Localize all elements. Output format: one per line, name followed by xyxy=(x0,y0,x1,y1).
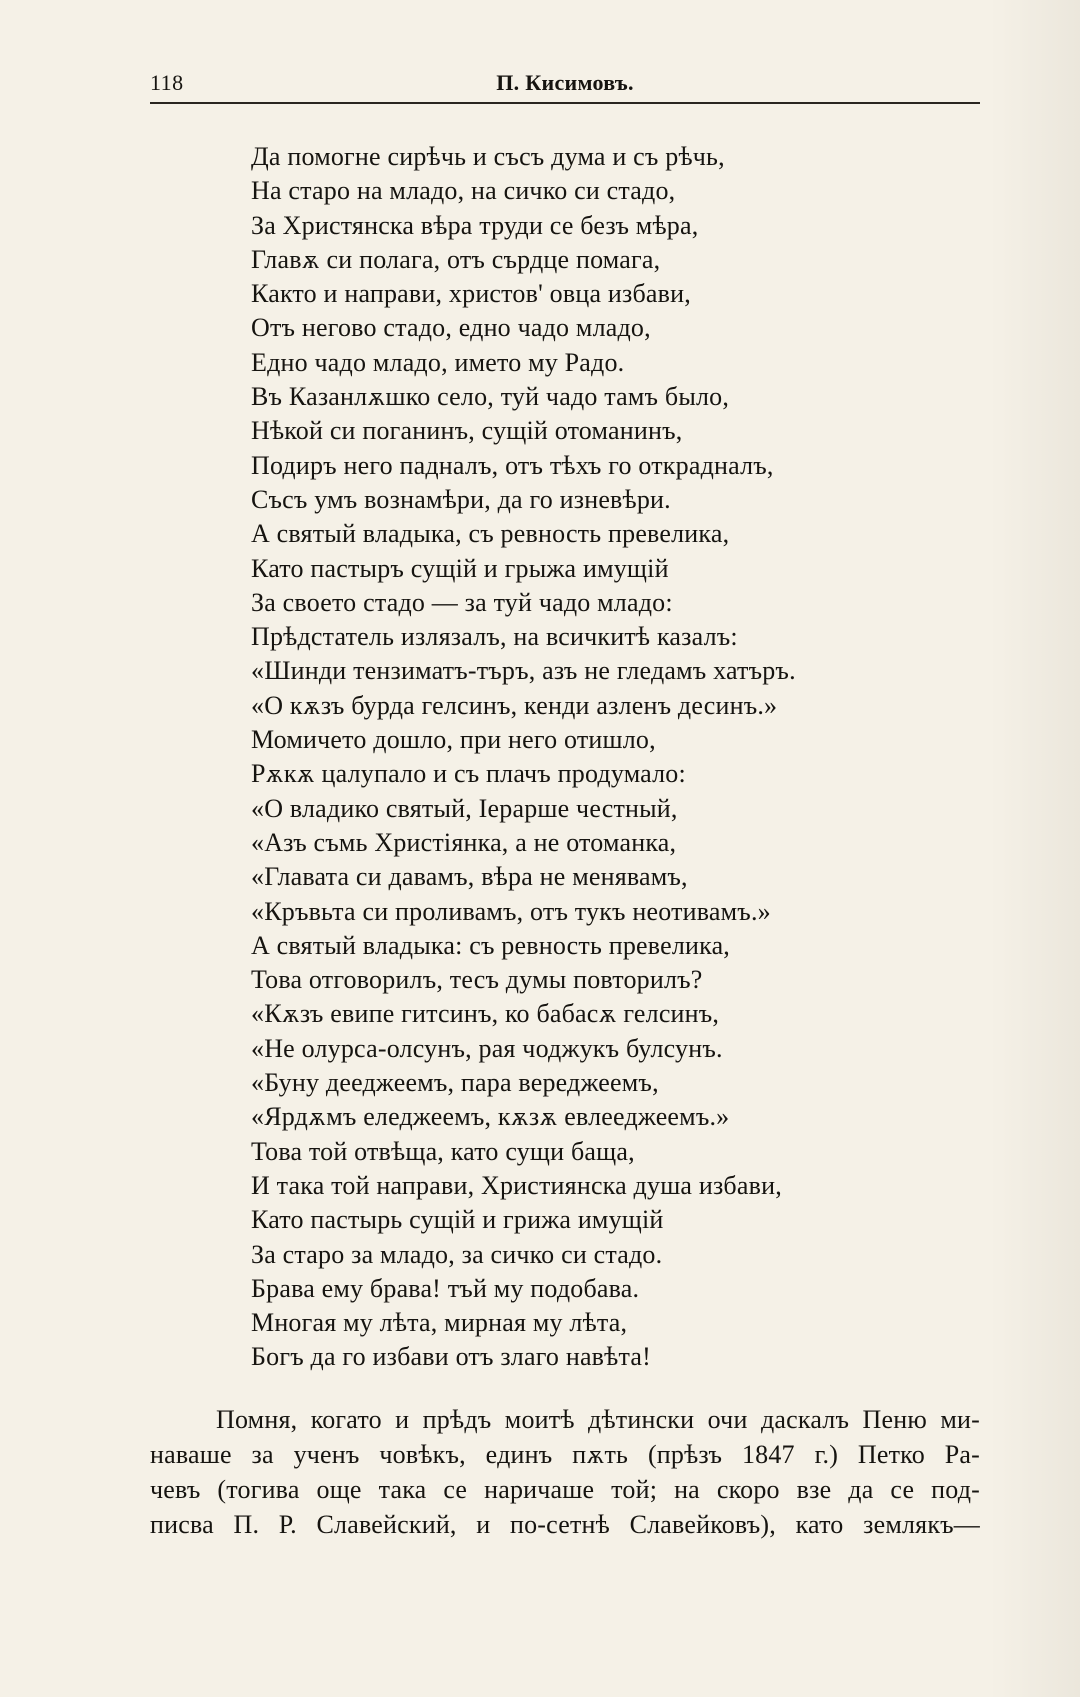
page-edge-shadow xyxy=(990,0,1080,1697)
poem-line: Нѣкой си поганинъ, сущій отоманинъ, xyxy=(251,416,683,446)
poem-line: Прѣдстатель излязалъ, на всичкитѣ казалъ: xyxy=(251,622,738,652)
poem-line: Съсъ умъ вознамѣри, да го изневѣри. xyxy=(251,484,671,514)
poem-line: А святый владыка, съ ревность превелика, xyxy=(251,519,730,549)
poem-line: Главѫ си полага, отъ сърдце помага, xyxy=(251,244,661,274)
poem-line: «Азъ съмь Христіянка, а не отоманка, xyxy=(251,827,677,857)
poem-line: Отъ негово стадо, едно чадо младо, xyxy=(251,313,651,343)
prose-line: наваше за ученъ човѣкъ, единъ пѫть (прѣзъ 1847 г.) Петко Ра- xyxy=(150,1440,980,1469)
poem-line: А святый владыка: съ ревность превелика, xyxy=(251,930,731,960)
page-number: 118 xyxy=(150,70,184,95)
poem-line: Това отговорилъ, тесъ думы повторилъ? xyxy=(251,965,703,995)
poem-line: И така той направи, Християнска душа избави, xyxy=(251,1170,782,1200)
poem-line: За старо за младо, за сичко си стадо. xyxy=(251,1239,663,1269)
poem-line: «О кѫзъ бурда гелсинъ, кенди азленъ десинъ.» xyxy=(251,690,778,720)
poem-line: «Не олурса-олсунъ, рая чоджукъ булсунъ. xyxy=(251,1033,723,1063)
poem-line: Подиръ него падналъ, отъ тѣхъ го открадналъ, xyxy=(251,450,774,480)
poem-line: «Кръвьта си проливамъ, отъ тукъ неотивамъ.» xyxy=(251,896,771,926)
prose-paragraph xyxy=(150,1402,980,1542)
poem-line: Като пастыръ сущій и грыжа имущій xyxy=(251,553,669,583)
poem-line: На старо на младо, на сичко си стадо, xyxy=(251,176,676,206)
prose-line: чевъ (тогива още така се наричаше той; на скоро взе да се под- xyxy=(150,1475,980,1504)
poem-line: Богъ да го избави отъ злаго навѣта! xyxy=(251,1342,651,1372)
poem-line: Да помогне сирѣчь и съсъ дума и съ рѣчь, xyxy=(251,142,725,171)
poem-line: Момичето дошло, при него отишло, xyxy=(251,725,656,755)
poem-line: «Шинди тензиматъ-търъ, азъ не гледамъ хатъръ. xyxy=(251,656,796,686)
page-header xyxy=(150,66,980,104)
poem-line: Едно чадо младо, името му Радо. xyxy=(251,347,625,377)
poem-line: Както и направи, христов' овца избави, xyxy=(251,279,691,309)
poem-line: «Главата си давамъ, вѣра не менявамъ, xyxy=(251,862,688,892)
poem-line: «Буну дееджеемъ, пара вереджеемъ, xyxy=(251,1068,659,1098)
poem-line: Многая му лѣта, мирная му лѣта, xyxy=(251,1308,628,1338)
poem-line: «О владико святый, Іерарше честный, xyxy=(251,793,678,823)
poem-line: За Христянска вѣра труди се безъ мѣра, xyxy=(251,210,699,240)
prose-line: Помня, когато и прѣдъ моитѣ дѣтински очи даскалъ Пеню ми- xyxy=(216,1405,980,1434)
poem-line: Рѫкѫ цалупало и съ плачъ продумало: xyxy=(251,759,686,789)
running-head: П. Кисимовъ. xyxy=(496,70,634,95)
poem-block xyxy=(251,140,951,1375)
header-rule xyxy=(150,102,980,104)
poem-line: За своето стадо — за туй чадо младо: xyxy=(251,587,673,617)
poem-line: Брава ему брава! тъй му подобава. xyxy=(251,1273,640,1303)
poem-line: «Кѫзъ евипе гитсинъ, ко бабасѫ гелсинъ, xyxy=(251,999,720,1029)
poem-line: «Ярдѫмъ еледжеемъ, кѫзѫ евлееджеемъ.» xyxy=(251,1102,730,1132)
poem-line: Това той отвѣща, като сущи баща, xyxy=(251,1136,635,1166)
poem-line: Въ Казанлѫшко село, туй чадо тамъ было, xyxy=(251,382,730,412)
poem-line: Като пастырь сущій и грижа имущій xyxy=(251,1205,664,1235)
prose-line: писва П. Р. Славейский, и по-сетнѣ Славейковъ), като землякъ— xyxy=(150,1510,980,1539)
